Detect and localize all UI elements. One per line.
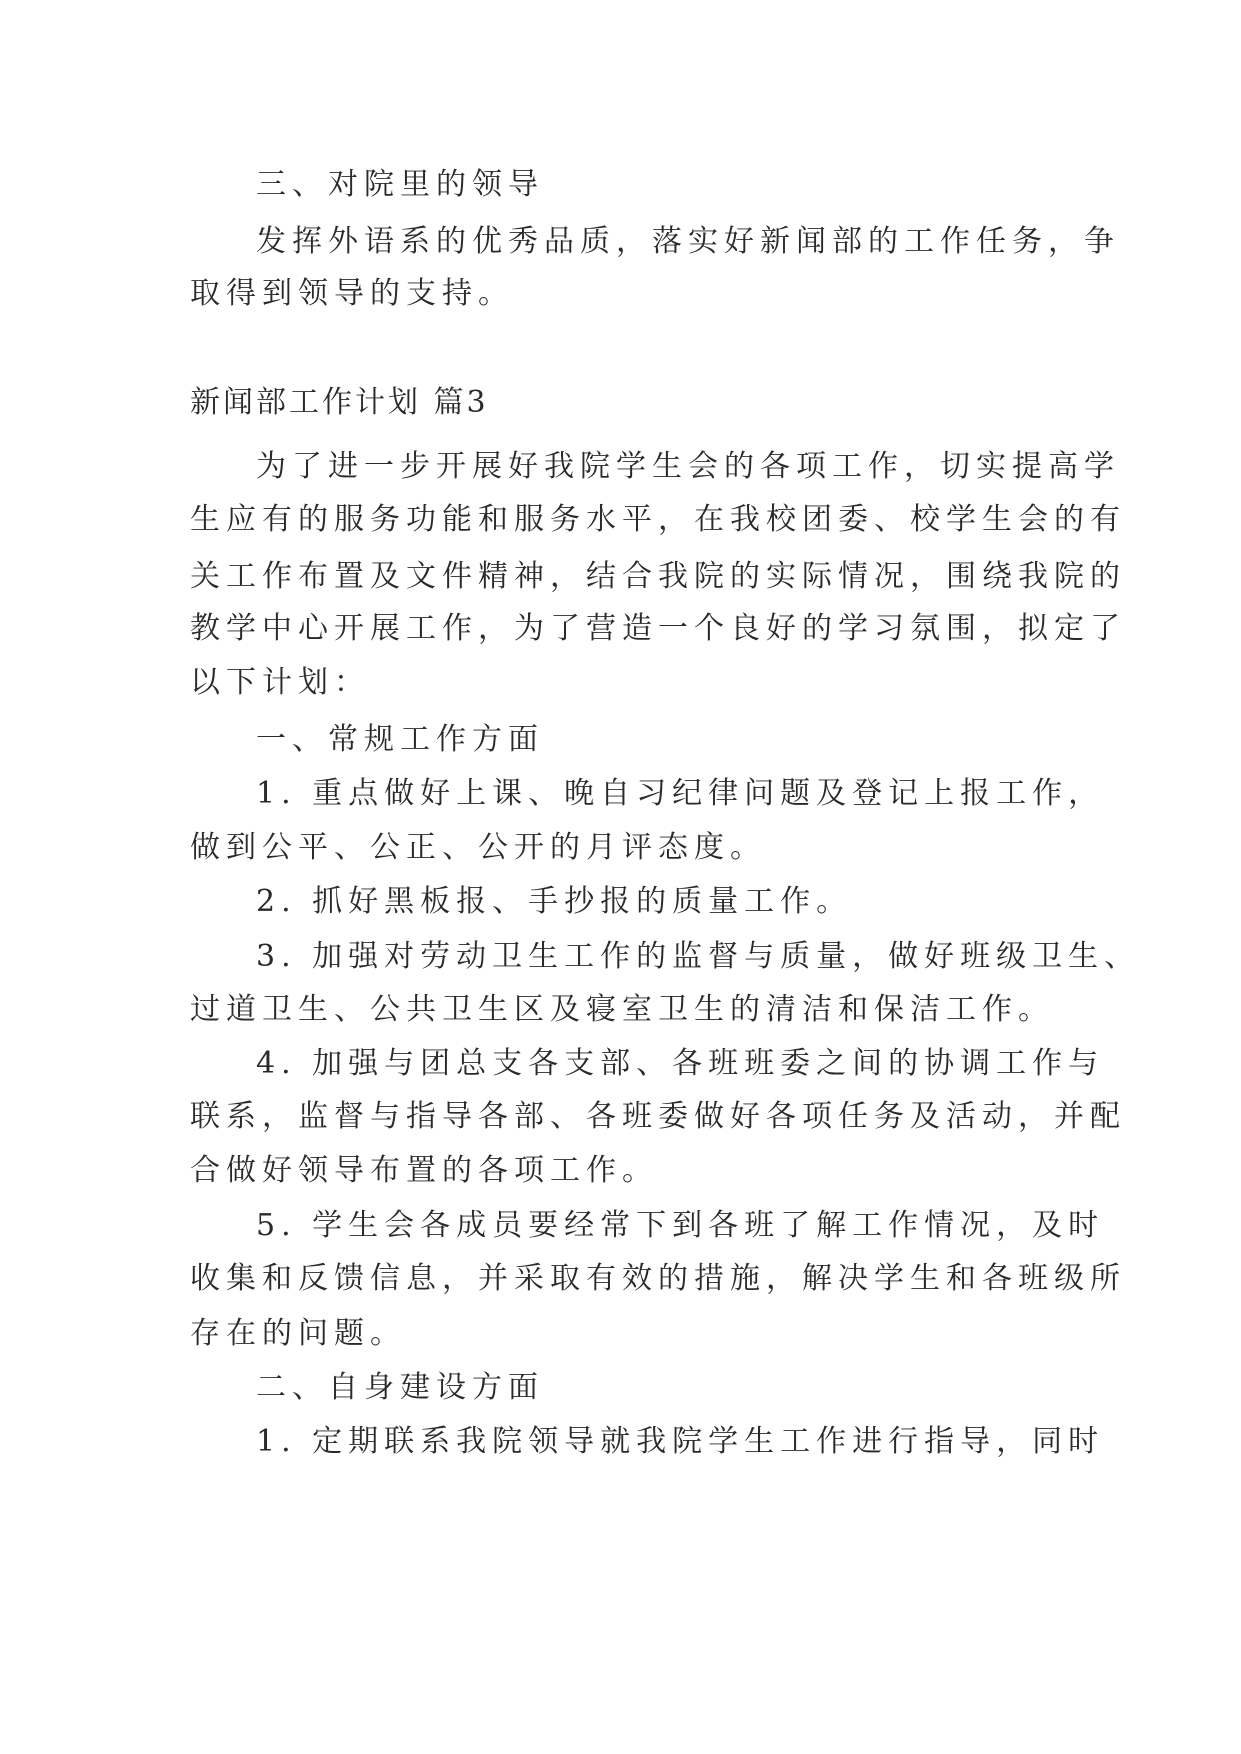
list-item-line: 2. 抓好黑板报、手抄报的质量工作。: [256, 884, 853, 919]
list-item-line: 4. 加强与团总支各支部、各班班委之间的协调工作与: [256, 1046, 1105, 1081]
list-item-line: 联系，监督与指导各部、各班委做好各项任务及活动，并配: [190, 1099, 1126, 1134]
paragraph-line: 生应有的服务功能和服务水平，在我校团委、校学生会的有: [190, 502, 1126, 537]
list-item-line: 存在的问题。: [190, 1316, 406, 1351]
paragraph-line: 以下计划：: [190, 665, 370, 700]
paragraph-line: 发挥外语系的优秀品质，落实好新闻部的工作任务，争: [256, 224, 1120, 259]
paragraph-line: 取得到领导的支持。: [190, 276, 514, 311]
list-item-line: 合做好领导布置的各项工作。: [190, 1153, 658, 1188]
list-item-line: 做到公平、公正、公开的月评态度。: [190, 830, 766, 865]
list-item-line: 1. 定期联系我院领导就我院学生工作进行指导，同时: [256, 1424, 1105, 1459]
list-item-line: 1. 重点做好上课、晚自习纪律问题及登记上报工作，: [256, 776, 1105, 811]
section-heading-leaders: 三、对院里的领导: [256, 167, 544, 202]
section-heading-routine: 一、常规工作方面: [256, 722, 544, 757]
section-heading-self-building: 二、自身建设方面: [256, 1370, 544, 1405]
paragraph-line: 为了进一步开展好我院学生会的各项工作，切实提高学: [256, 449, 1120, 484]
list-item-line: 过道卫生、公共卫生区及寝室卫生的清洁和保洁工作。: [190, 992, 1054, 1027]
list-item-line: 3. 加强对劳动卫生工作的监督与质量，做好班级卫生、: [256, 939, 1141, 974]
plan-title: 新闻部工作计划 篇3: [190, 385, 489, 420]
paragraph-line: 教学中心开展工作，为了营造一个良好的学习氛围，拟定了: [190, 611, 1126, 646]
paragraph-line: 关工作布置及文件精神，结合我院的实际情况，围绕我院的: [190, 559, 1126, 594]
list-item-line: 5. 学生会各成员要经常下到各班了解工作情况，及时: [256, 1208, 1105, 1243]
list-item-line: 收集和反馈信息，并采取有效的措施，解决学生和各班级所: [190, 1261, 1126, 1296]
